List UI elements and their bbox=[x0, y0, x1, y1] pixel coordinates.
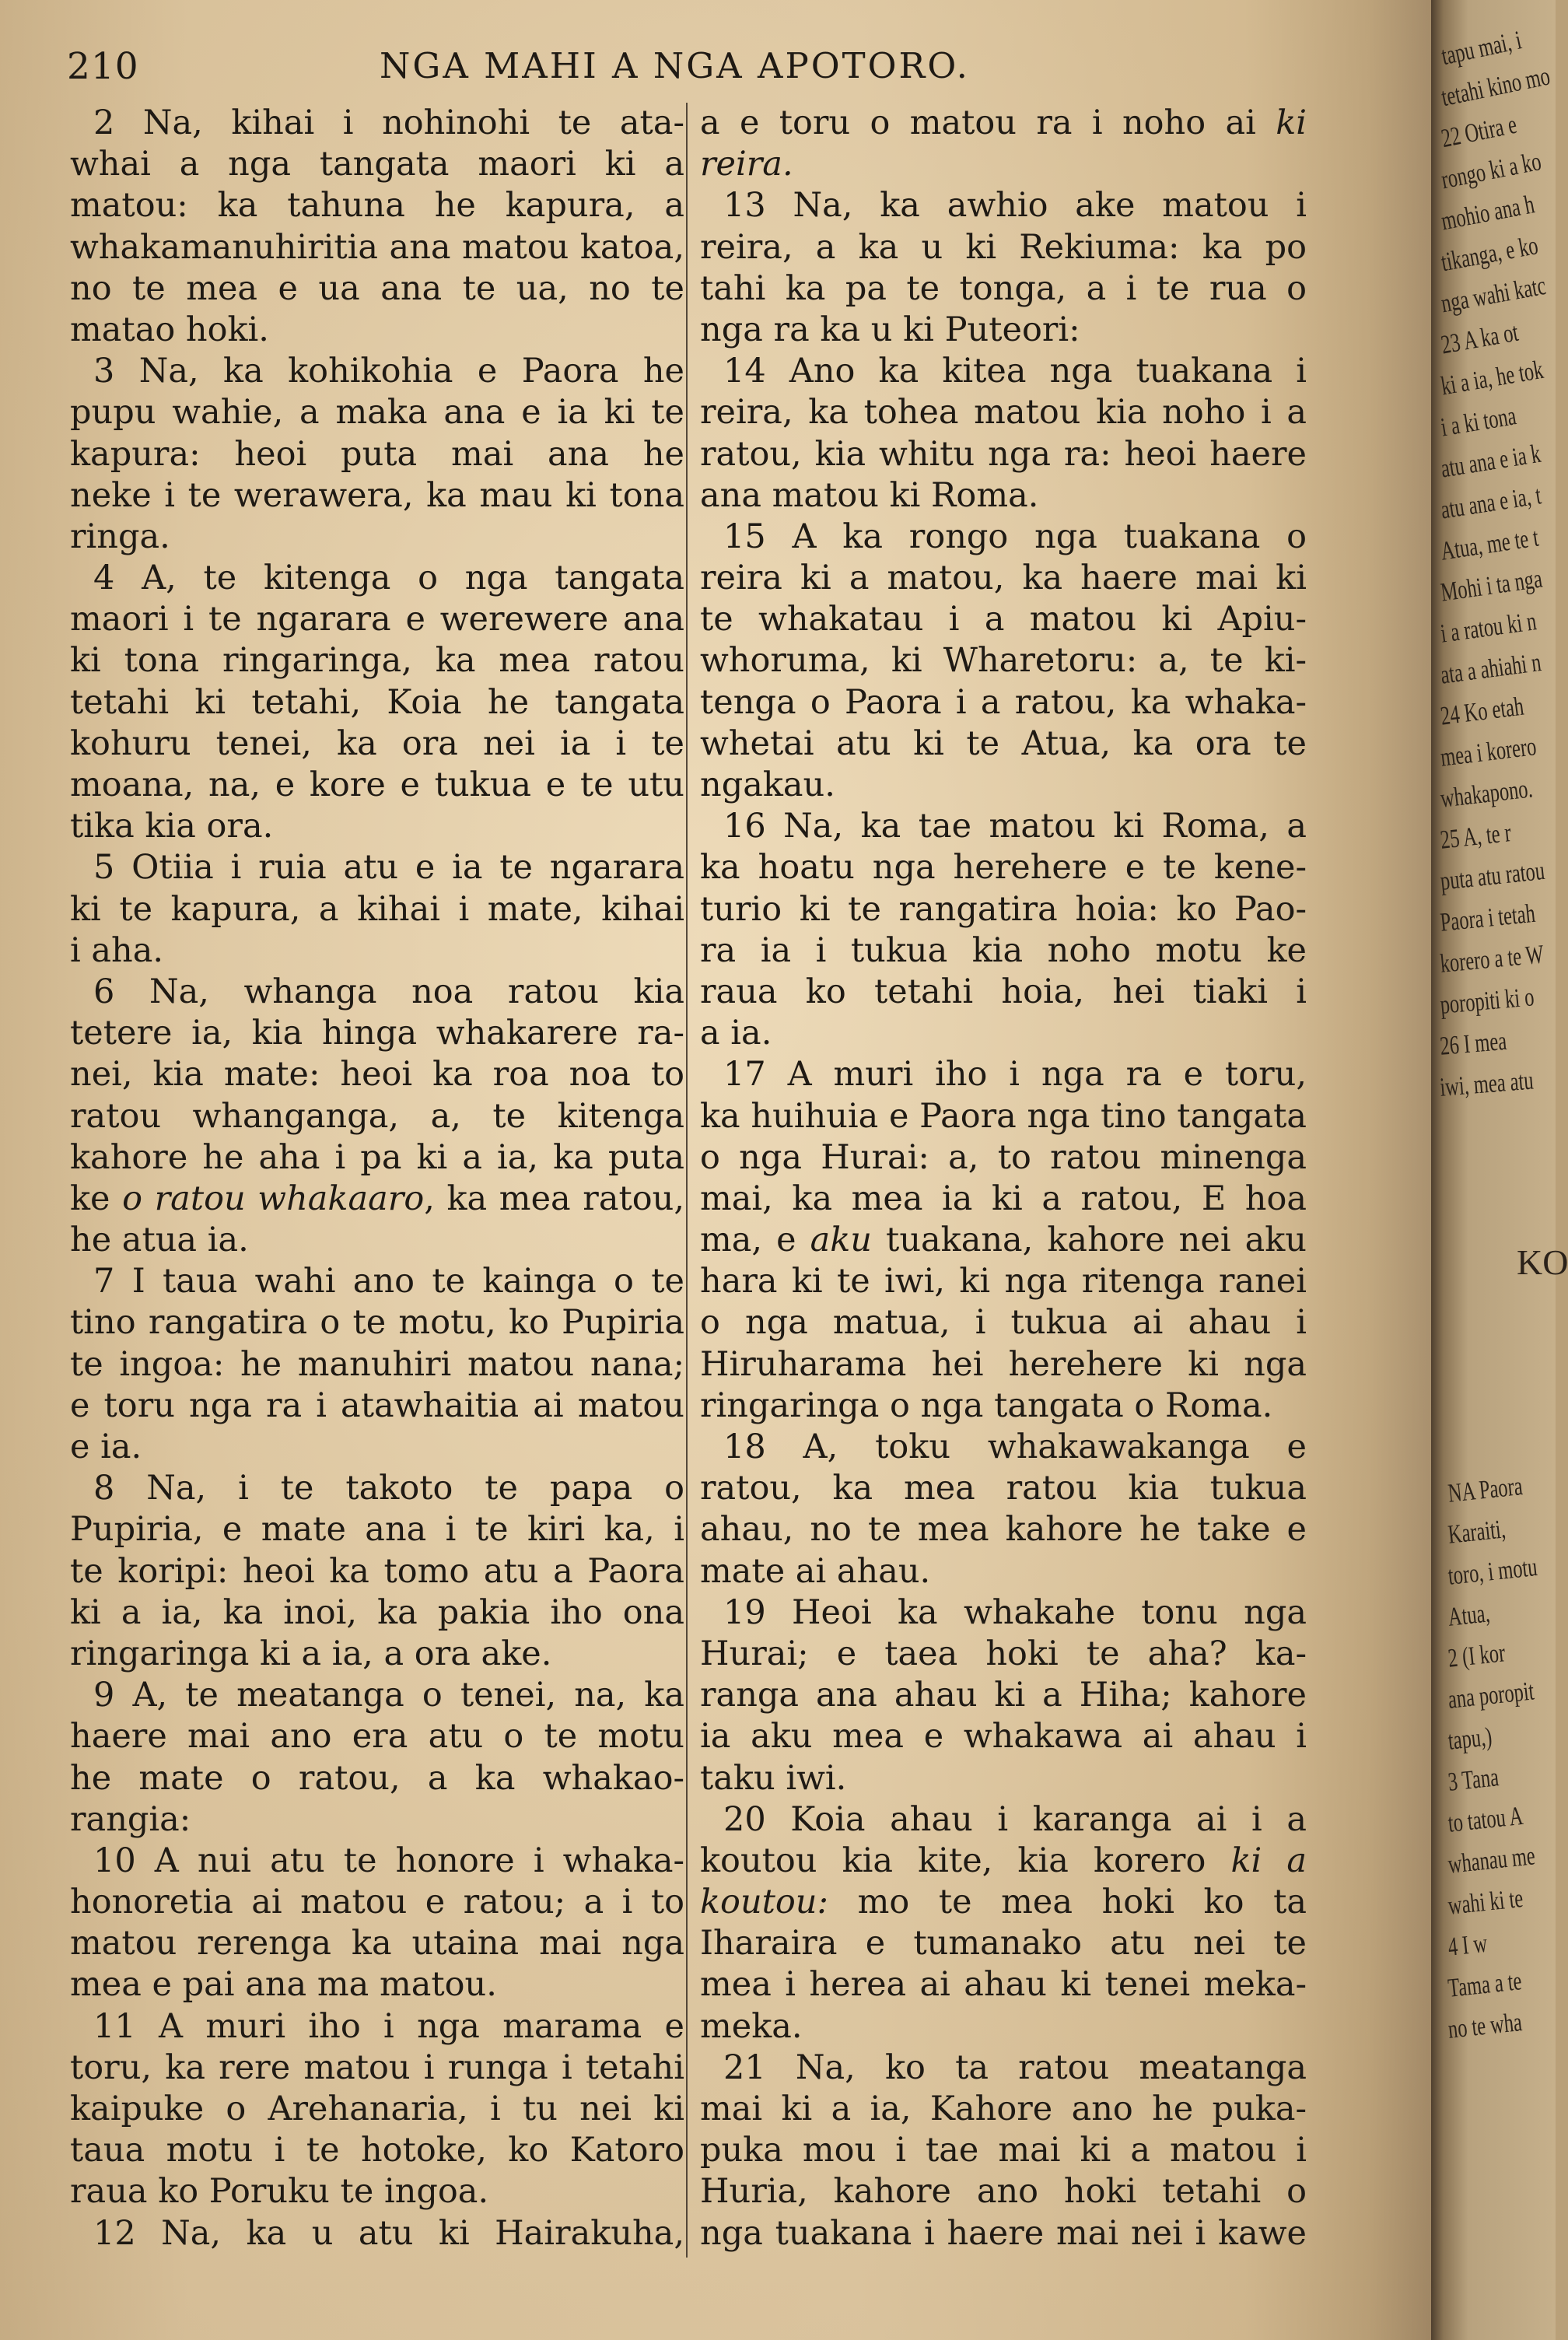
text-line: moana, na, e kore e tukua e te utu bbox=[70, 765, 684, 804]
text-line: ka huihuia e Paora nga tino tangata bbox=[700, 1096, 1307, 1136]
adjacent-page-line: Atua, me te t bbox=[1439, 523, 1541, 566]
text-line: reira, a ka u ki Rekiuma: ka po bbox=[700, 227, 1307, 267]
adjacent-page-line: 3 Tana bbox=[1447, 1763, 1500, 1797]
adjacent-page-line: whanau me bbox=[1447, 1841, 1537, 1879]
text-line: 8 Na, i te takoto te papa o bbox=[93, 1469, 684, 1508]
text-line: puka mou i tae mai ki a matou i bbox=[700, 2131, 1307, 2170]
page-number: 210 bbox=[67, 45, 139, 88]
adjacent-page-line: ana poropit bbox=[1447, 1676, 1536, 1715]
page-header bbox=[67, 45, 1311, 92]
adjacent-page-line: ki a ia, he tok bbox=[1439, 355, 1545, 401]
adjacent-page-line: wahi ki te bbox=[1447, 1883, 1524, 1921]
adjacent-page-line: iwi, mea atu bbox=[1439, 1066, 1535, 1102]
text-line: 5 Otiia i ruia atu e ia te ngarara bbox=[93, 848, 684, 888]
adjacent-page-line: i a ki tona bbox=[1439, 401, 1518, 443]
text-line: 17 A muri iho i nga ra e toru, bbox=[723, 1055, 1307, 1095]
text-line: kahore he aha i pa ki a ia, ka puta bbox=[70, 1137, 684, 1177]
adjacent-page-line: tapu,) bbox=[1447, 1722, 1493, 1756]
adjacent-page-line: ata a ahiahi n bbox=[1439, 648, 1543, 690]
text-line: e toru nga ra i atawhaitia ai matou bbox=[70, 1385, 684, 1425]
text-line: matao hoki. bbox=[70, 310, 269, 349]
text-line: toru, ka rere matou i runga i tetahi bbox=[70, 2048, 684, 2087]
text-line: 11 A muri iho i nga marama e bbox=[93, 2006, 684, 2046]
text-line: ringa. bbox=[70, 517, 170, 556]
text-line: ke o ratou whakaaro, ka mea ratou, bbox=[70, 1179, 685, 1218]
text-line: ra ia i tukua kia noho motu ke bbox=[700, 930, 1307, 970]
adjacent-page-line: poropiti ki o bbox=[1439, 983, 1535, 1020]
text-line: reira ki a matou, ka haere mai ki bbox=[700, 559, 1307, 598]
adjacent-page-line: Paora i tetah bbox=[1439, 899, 1537, 937]
text-line: ranga ana ahau ki a Hiha; kahore bbox=[700, 1676, 1307, 1715]
text-line: mea i herea ai ahau ki tenei meka- bbox=[700, 1965, 1307, 2005]
adjacent-page-line: 25 A, te r bbox=[1439, 818, 1513, 855]
text-line: matou: ka tahuna he kapura, a bbox=[70, 186, 684, 226]
text-line: rangia: bbox=[70, 1799, 191, 1839]
text-line: meka. bbox=[700, 2006, 803, 2046]
text-line: whai a nga tangata maori ki a bbox=[70, 145, 684, 184]
text-line: mai ki a ia, Kahore ano he puka- bbox=[700, 2090, 1307, 2128]
left-text-column bbox=[70, 103, 684, 2254]
adjacent-page-line: toro, i motu bbox=[1447, 1552, 1539, 1591]
text-line: pupu wahie, a maka ana e ia ki te bbox=[70, 393, 684, 433]
text-line: ana matou ki Roma. bbox=[700, 475, 1039, 515]
right-text-column bbox=[700, 103, 1307, 2254]
text-line: hara ki te iwi, ki nga ritenga ranei bbox=[700, 1262, 1307, 1301]
text-line: tika kia ora. bbox=[70, 807, 274, 846]
text-line: nei, kia mate: heoi ka roa noa to bbox=[70, 1055, 684, 1095]
text-line: o nga matua, i tukua ai ahau i bbox=[700, 1303, 1307, 1343]
text-line: Iharaira e tumanako atu nei te bbox=[700, 1924, 1307, 1963]
adjacent-page-line: Atua, bbox=[1447, 1599, 1492, 1632]
text-line: 13 Na, ka awhio ake matou i bbox=[723, 186, 1307, 226]
text-line: 14 Ano ka kitea nga tuakana i bbox=[723, 352, 1307, 391]
adjacent-page-line: korero a te W bbox=[1439, 940, 1545, 979]
text-line: te whakatau i a matou ki Apiu- bbox=[700, 600, 1307, 639]
text-line: ia aku mea e whakawa ai ahau i bbox=[700, 1717, 1307, 1757]
adjacent-page-line: nga wahi katc bbox=[1439, 271, 1549, 319]
text-line: 16 Na, ka tae matou ki Roma, a bbox=[723, 807, 1307, 846]
text-line: taku iwi. bbox=[700, 1758, 847, 1798]
text-line: he atua ia. bbox=[70, 1221, 249, 1260]
adjacent-page-line: Tama a te bbox=[1447, 1967, 1524, 2003]
text-line: matou rerenga ka utaina mai nga bbox=[70, 1924, 684, 1963]
text-line: mai, ka mea ia ki a ratou, E hoa bbox=[700, 1179, 1307, 1218]
text-line: i aha. bbox=[70, 930, 164, 970]
text-line: kapura: heoi puta mai ana he bbox=[70, 434, 684, 474]
text-line: neke i te werawera, ka mau ki tona bbox=[70, 475, 684, 515]
text-line: ahau, no te mea kahore he take e bbox=[700, 1510, 1307, 1550]
text-line: turio ki te rangatira hoia: ko Pao- bbox=[700, 889, 1307, 929]
adjacent-page-line: mea i korero bbox=[1439, 732, 1538, 772]
text-line: o nga Hurai: a, to ratou minenga bbox=[700, 1137, 1307, 1177]
text-line: ma, e aku tuakana, kahore nei aku bbox=[700, 1221, 1307, 1260]
text-line: te koripi: heoi ka tomo atu a Paora bbox=[70, 1551, 684, 1591]
text-line: whakamanuhiritia ana matou katoa, bbox=[70, 227, 684, 267]
text-line: 4 A, te kitenga o nga tangata bbox=[93, 559, 684, 598]
adjacent-page-line: 22 Otira e bbox=[1439, 110, 1520, 154]
text-line: ngakau. bbox=[700, 765, 835, 804]
adjacent-page-line: whakapono. bbox=[1439, 774, 1535, 814]
text-line: 3 Na, ka kohikohia e Paora he bbox=[93, 352, 684, 391]
text-line: whetai atu ki te Atua, ka ora te bbox=[700, 723, 1307, 763]
adjacent-page-line: 23 A ka ot bbox=[1439, 317, 1521, 360]
text-line: 12 Na, ka u atu ki Hairakuha, bbox=[93, 2213, 684, 2253]
text-line: Pupiria, e mate ana i te kiri ka, i bbox=[70, 1510, 684, 1550]
text-line: ratou, ka mea ratou kia tukua bbox=[700, 1469, 1307, 1508]
text-line: raua ko tetahi hoia, hei tiaki i bbox=[700, 972, 1307, 1011]
adjacent-page-line: i a ratou ki n bbox=[1439, 607, 1538, 649]
text-line: 7 I taua wahi ano te kainga o te bbox=[93, 1262, 684, 1301]
adjacent-page-line: to tatou A bbox=[1447, 1801, 1524, 1838]
adjacent-page-line: puta atu ratou bbox=[1439, 856, 1546, 896]
text-line: Hurai; e taea hoki te aha? ka- bbox=[700, 1634, 1307, 1673]
adjacent-page-line: atu ana e ia, t bbox=[1439, 481, 1543, 525]
text-line: reira. bbox=[700, 145, 793, 184]
adjacent-page-line: NA Paora bbox=[1447, 1471, 1524, 1508]
text-line: a e toru o matou ra i noho ai ki bbox=[700, 103, 1307, 142]
text-line: 6 Na, whanga noa ratou kia bbox=[93, 972, 684, 1011]
text-line: raua ko Poruku te ingoa. bbox=[70, 2172, 489, 2212]
text-line: taua motu i te hotoke, ko Katoro bbox=[70, 2131, 684, 2170]
adjacent-page-line: rongo ki a ko bbox=[1439, 146, 1544, 195]
adjacent-page-line: tapu mai, i bbox=[1439, 26, 1524, 72]
text-line: koutou kia kite, kia korero ki a bbox=[700, 1841, 1307, 1880]
text-line: haere mai ano era atu o te motu bbox=[70, 1717, 684, 1757]
text-line: tetere ia, kia hinga whakarere ra- bbox=[70, 1014, 684, 1053]
text-line: 10 A nui atu te honore i whaka- bbox=[93, 1841, 684, 1880]
text-line: ka hoatu nga herehere e te kene- bbox=[700, 848, 1307, 888]
text-line: ratou, kia whitu nga ra: heoi haere bbox=[700, 434, 1307, 474]
text-line: te ingoa: he manuhiri matou nana; bbox=[70, 1344, 684, 1384]
text-line: tenga o Paora i a ratou, ka whaka- bbox=[700, 682, 1307, 722]
text-line: tahi ka pa te tonga, a i te rua o bbox=[700, 268, 1307, 308]
adjacent-page-line: mohio ana h bbox=[1439, 190, 1537, 236]
adjacent-page-line: tikanga, e ko bbox=[1439, 231, 1541, 278]
adjacent-page-line: 4 I w bbox=[1447, 1928, 1489, 1962]
text-line: kaipuke o Arehanaria, i tu nei ki bbox=[70, 2090, 684, 2128]
text-line: mate ai ahau. bbox=[700, 1551, 931, 1591]
adjacent-page-line: 26 I mea bbox=[1439, 1026, 1508, 1061]
text-line: 18 A, toku whakawakanga e bbox=[723, 1427, 1307, 1466]
text-line: tino rangatira o te motu, ko Pupiria bbox=[70, 1303, 684, 1343]
text-line: 19 Heoi ka whakahe tonu nga bbox=[723, 1592, 1307, 1632]
text-line: maori i te ngarara e werewere ana bbox=[70, 600, 684, 639]
text-line: honoretia ai matou e ratou; a i to bbox=[70, 1883, 684, 1922]
text-line: kohuru tenei, ka ora nei ia i te bbox=[70, 723, 684, 763]
text-line: nga tuakana i haere mai nei i kawe bbox=[700, 2213, 1307, 2253]
text-line: e ia. bbox=[70, 1427, 142, 1466]
text-line: ringaringa ki a ia, a ora ake. bbox=[70, 1634, 552, 1673]
adjacent-page-line: atu ana e ia k bbox=[1439, 439, 1543, 484]
adjacent-page-edge bbox=[1431, 0, 1568, 2340]
text-line: ki tona ringaringa, ka mea ratou bbox=[70, 641, 684, 681]
adjacent-page-line: no te wha bbox=[1447, 2008, 1524, 2044]
column-divider-rule bbox=[686, 103, 688, 2258]
text-line: whoruma, ki Wharetoru: a, te ki- bbox=[700, 641, 1307, 681]
text-line: no te mea e ua ana te ua, no te bbox=[70, 268, 684, 308]
adjacent-page-line: Mohi i ta nga bbox=[1439, 564, 1545, 608]
text-line: he mate o ratou, a ka whakao- bbox=[70, 1758, 684, 1798]
text-line: ki a ia, ka inoi, ka pakia iho ona bbox=[70, 1592, 684, 1632]
running-head: NGA MAHI A NGA APOTORO. bbox=[380, 45, 970, 86]
adjacent-page-line: tetahi kino mo bbox=[1439, 61, 1552, 113]
text-line: 15 A ka rongo nga tuakana o bbox=[723, 517, 1307, 556]
text-line: koutou: mo te mea hoki ko ta bbox=[700, 1883, 1307, 1922]
text-line: ringaringa o nga tangata o Roma. bbox=[700, 1385, 1273, 1425]
text-line: mea e pai ana ma matou. bbox=[70, 1965, 497, 2005]
text-line: nga ra ka u ki Puteori: bbox=[700, 310, 1080, 349]
text-line: ki te kapura, a kihai i mate, kihai bbox=[70, 889, 684, 929]
text-line: Hiruharama hei herehere ki nga bbox=[700, 1344, 1307, 1384]
adjacent-page-line: 24 Ko etah bbox=[1439, 692, 1526, 731]
text-line: a ia. bbox=[700, 1014, 772, 1053]
text-line: tetahi ki tetahi, Koia he tangata bbox=[70, 682, 684, 722]
text-line: Huria, kahore ano hoki tetahi o bbox=[700, 2172, 1307, 2212]
text-line: ratou whanganga, a, te kitenga bbox=[70, 1096, 684, 1136]
text-line: 9 A, te meatanga o tenei, na, ka bbox=[93, 1676, 684, 1715]
adjacent-page-line: 2 (I kor bbox=[1447, 1638, 1507, 1673]
text-line: 2 Na, kihai i nohinohi te ata- bbox=[93, 103, 684, 142]
adjacent-page-line: Karaiti, bbox=[1447, 1515, 1507, 1550]
adjacent-page-line: KO bbox=[1517, 1242, 1568, 1282]
text-line: reira, ka tohea matou kia noho i a bbox=[700, 393, 1307, 433]
text-line: 21 Na, ko ta ratou meatanga bbox=[723, 2048, 1307, 2087]
text-line: 20 Koia ahau i karanga ai i a bbox=[723, 1799, 1307, 1839]
